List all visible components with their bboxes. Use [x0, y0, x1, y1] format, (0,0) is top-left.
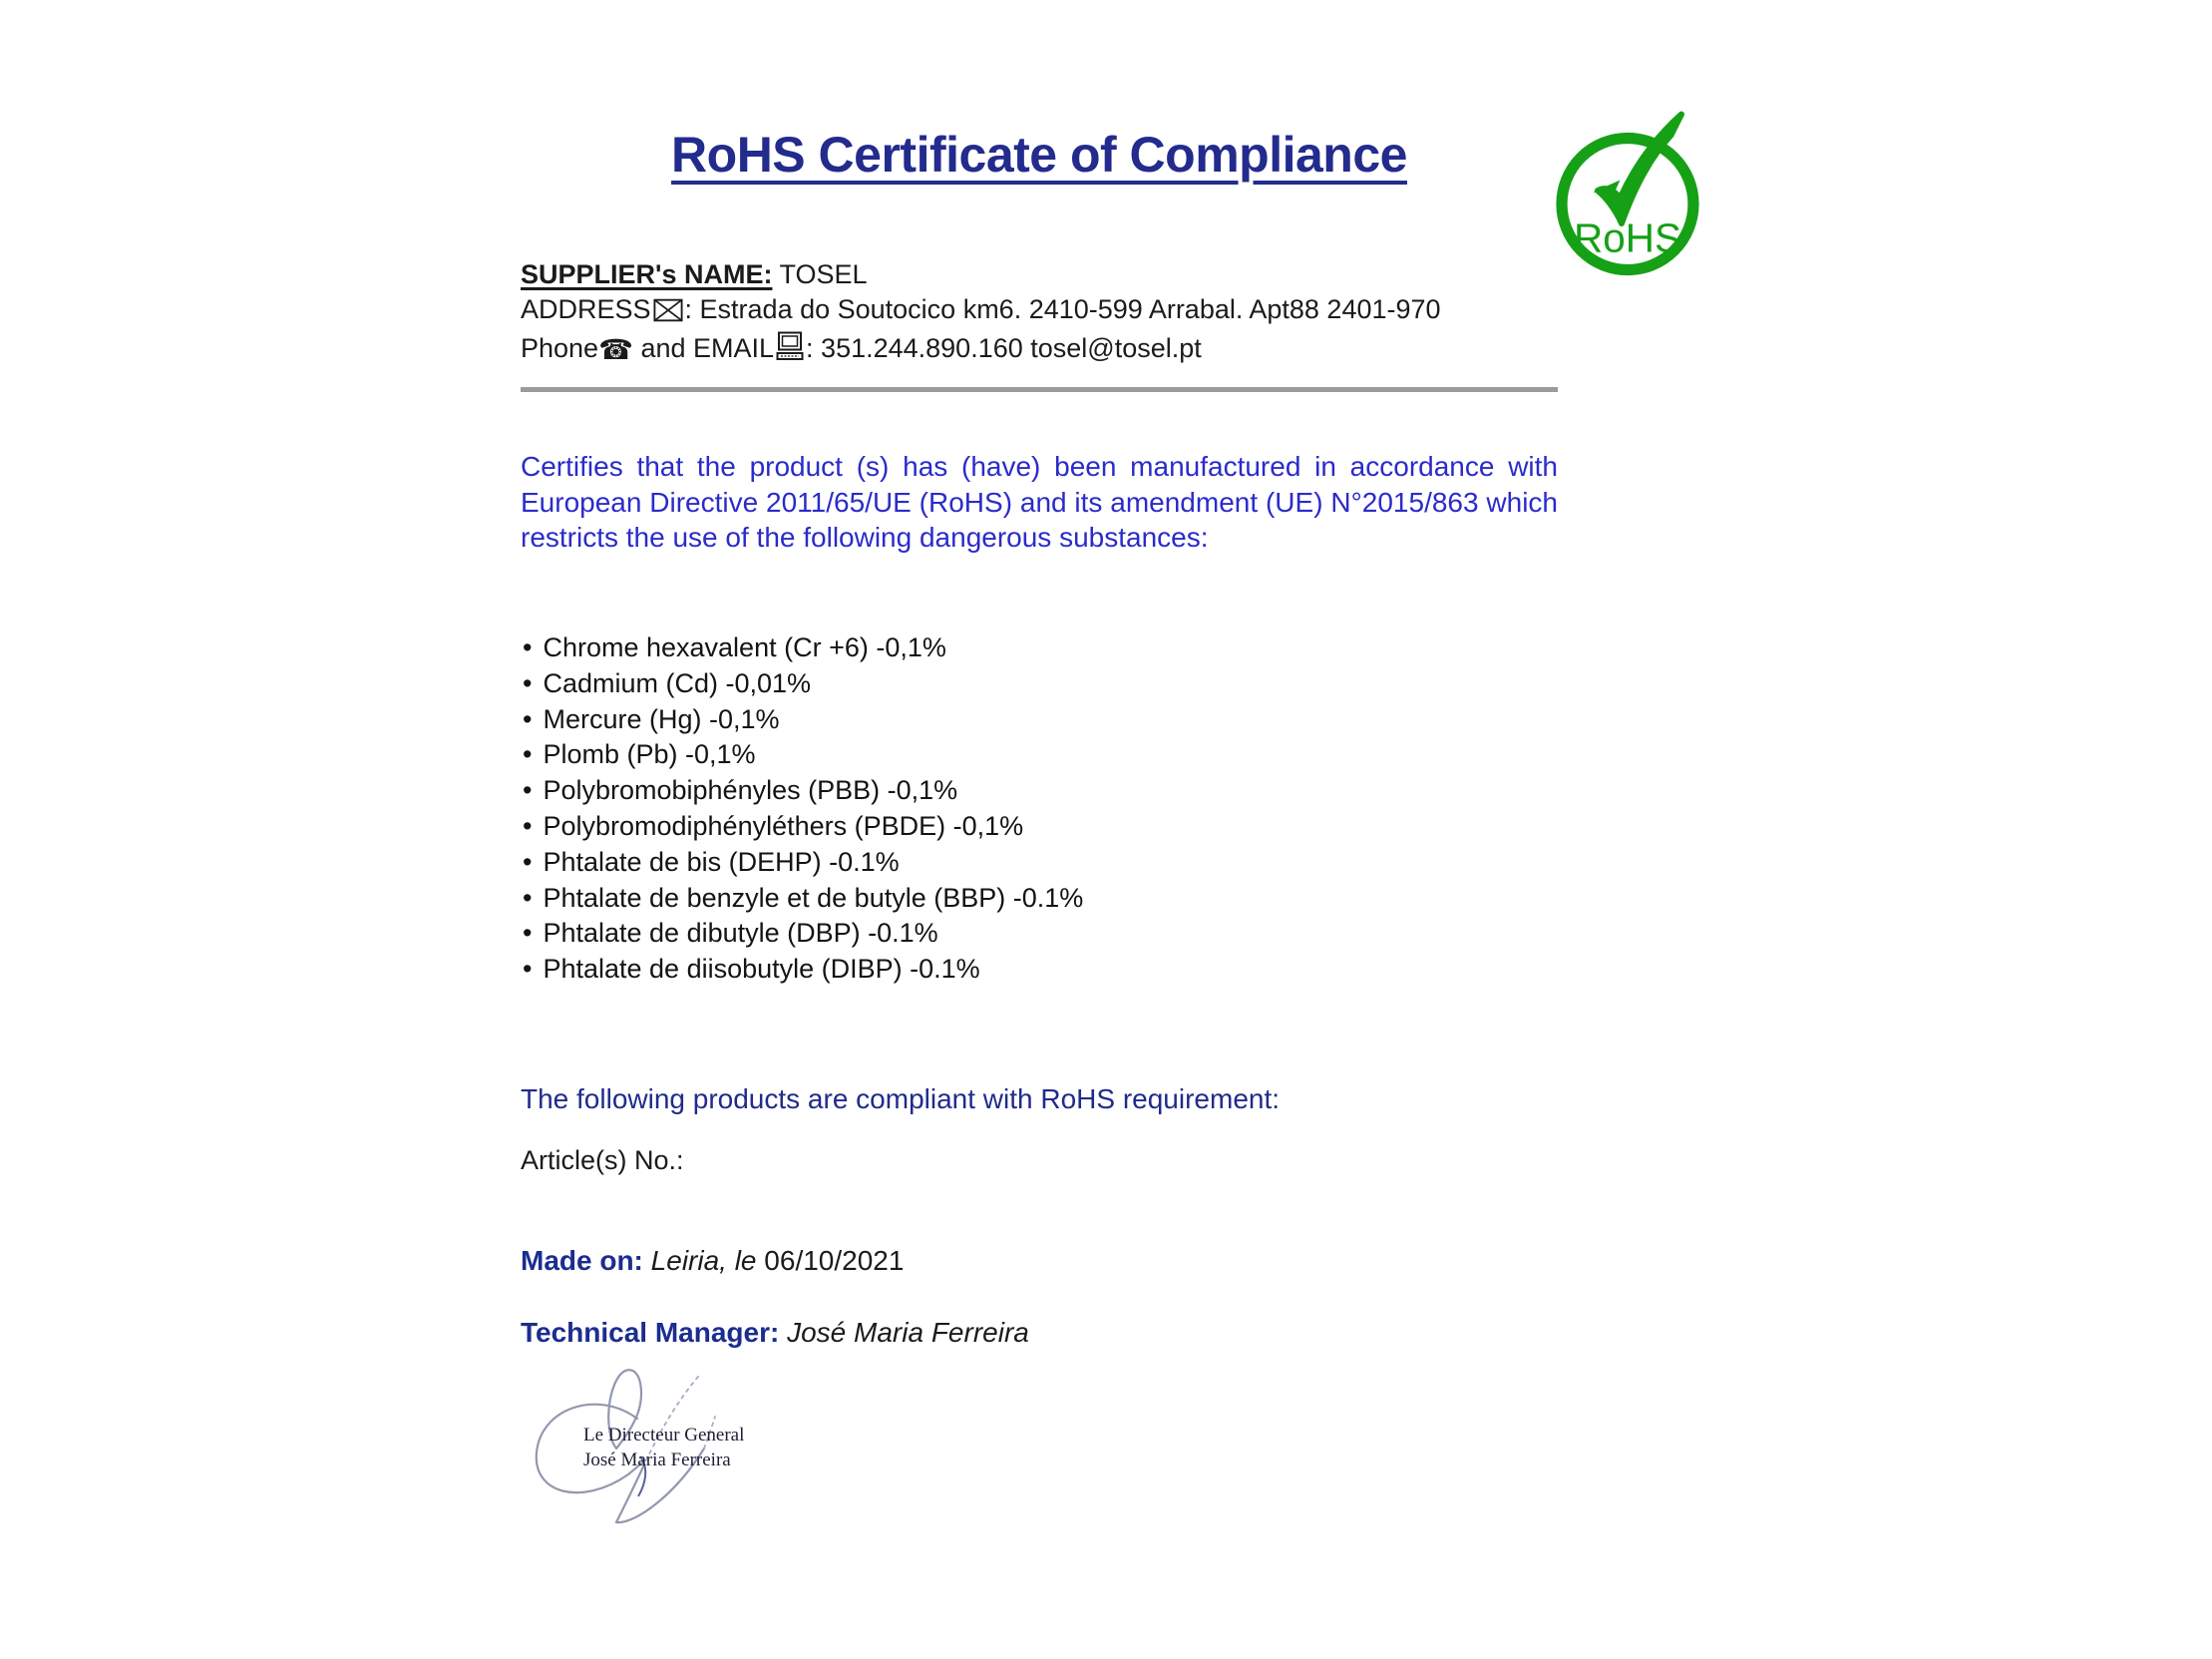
supplier-name-value: TOSEL [772, 259, 868, 289]
substance-item: • Phtalate de dibutyle (DBP) -0.1% [523, 916, 1420, 952]
technical-manager-line [521, 1317, 1029, 1349]
envelope-box-icon [653, 296, 683, 331]
phone-label: Phone [521, 333, 599, 363]
rohs-checkmark-icon [1544, 108, 1711, 285]
made-on-label: Made on: [521, 1245, 643, 1276]
articles-label: Article(s) No.: [521, 1145, 684, 1175]
contact-value: : 351.244.890.160 tosel@tosel.pt [806, 333, 1202, 363]
technical-manager-label: Technical Manager: [521, 1317, 780, 1348]
made-on-place: Leiria, le [642, 1245, 757, 1276]
technical-manager-name: José Maria Ferreira [779, 1317, 1029, 1348]
address-value: : Estrada do Soutocico km6. 2410-599 Arrabal. Apt88 2401-970 [684, 294, 1441, 324]
certification-paragraph: Certifies that the product (s) has (have) been manufactured in accordance with European Directive 2011/65/UE (RoHS) and its amendment (UE) N°2015/863 which restricts the use of the following dangerous substances: [521, 451, 1558, 553]
substance-item: • Cadmium (Cd) -0,01% [523, 666, 1420, 702]
supplier-contact-line [521, 331, 1568, 370]
page-title: RoHS Certificate of Compliance [671, 127, 1407, 183]
supplier-name-label: SUPPLIER's NAME: [521, 259, 773, 289]
compliance-statement: The following products are compliant with RoHS requirement: [521, 1083, 1281, 1114]
computer-icon [776, 331, 804, 370]
substance-item: • Plomb (Pb) -0,1% [523, 737, 1420, 773]
telephone-icon: ☎ [598, 333, 633, 366]
supplier-name-line [521, 257, 1568, 292]
rohs-logo-label: RoHS [1573, 214, 1682, 261]
substance-item: • Phtalate de diisobutyle (DIBP) -0.1% [523, 952, 1420, 988]
substance-item: • Chrome hexavalent (Cr +6) -0,1% [523, 630, 1420, 666]
substance-item: • Mercure (Hg) -0,1% [523, 702, 1420, 738]
substance-item: • Polybromobiphényles (PBB) -0,1% [523, 773, 1420, 809]
horizontal-divider [521, 387, 1558, 392]
substances-list [523, 630, 1420, 988]
address-label: ADDRESS [521, 294, 651, 324]
substance-item: • Phtalate de benzyle et de butyle (BBP) -0.1% [523, 881, 1420, 917]
signature-title: Le Directeur General [583, 1425, 745, 1446]
made-on-date: 06/10/2021 [756, 1245, 905, 1276]
signature-name: José Maria Ferreira [583, 1450, 731, 1470]
supplier-block [521, 257, 1568, 370]
signature-text [583, 1423, 744, 1472]
rohs-logo [1544, 108, 1711, 285]
signature-block [499, 1357, 808, 1576]
substance-item: • Polybromodiphényléthers (PBDE) -0,1% [523, 809, 1420, 845]
supplier-address-line [521, 292, 1568, 331]
and-email-label: and EMAIL [632, 333, 775, 363]
substance-item: • Phtalate de bis (DEHP) -0.1% [523, 845, 1420, 881]
made-on-line [521, 1245, 904, 1277]
